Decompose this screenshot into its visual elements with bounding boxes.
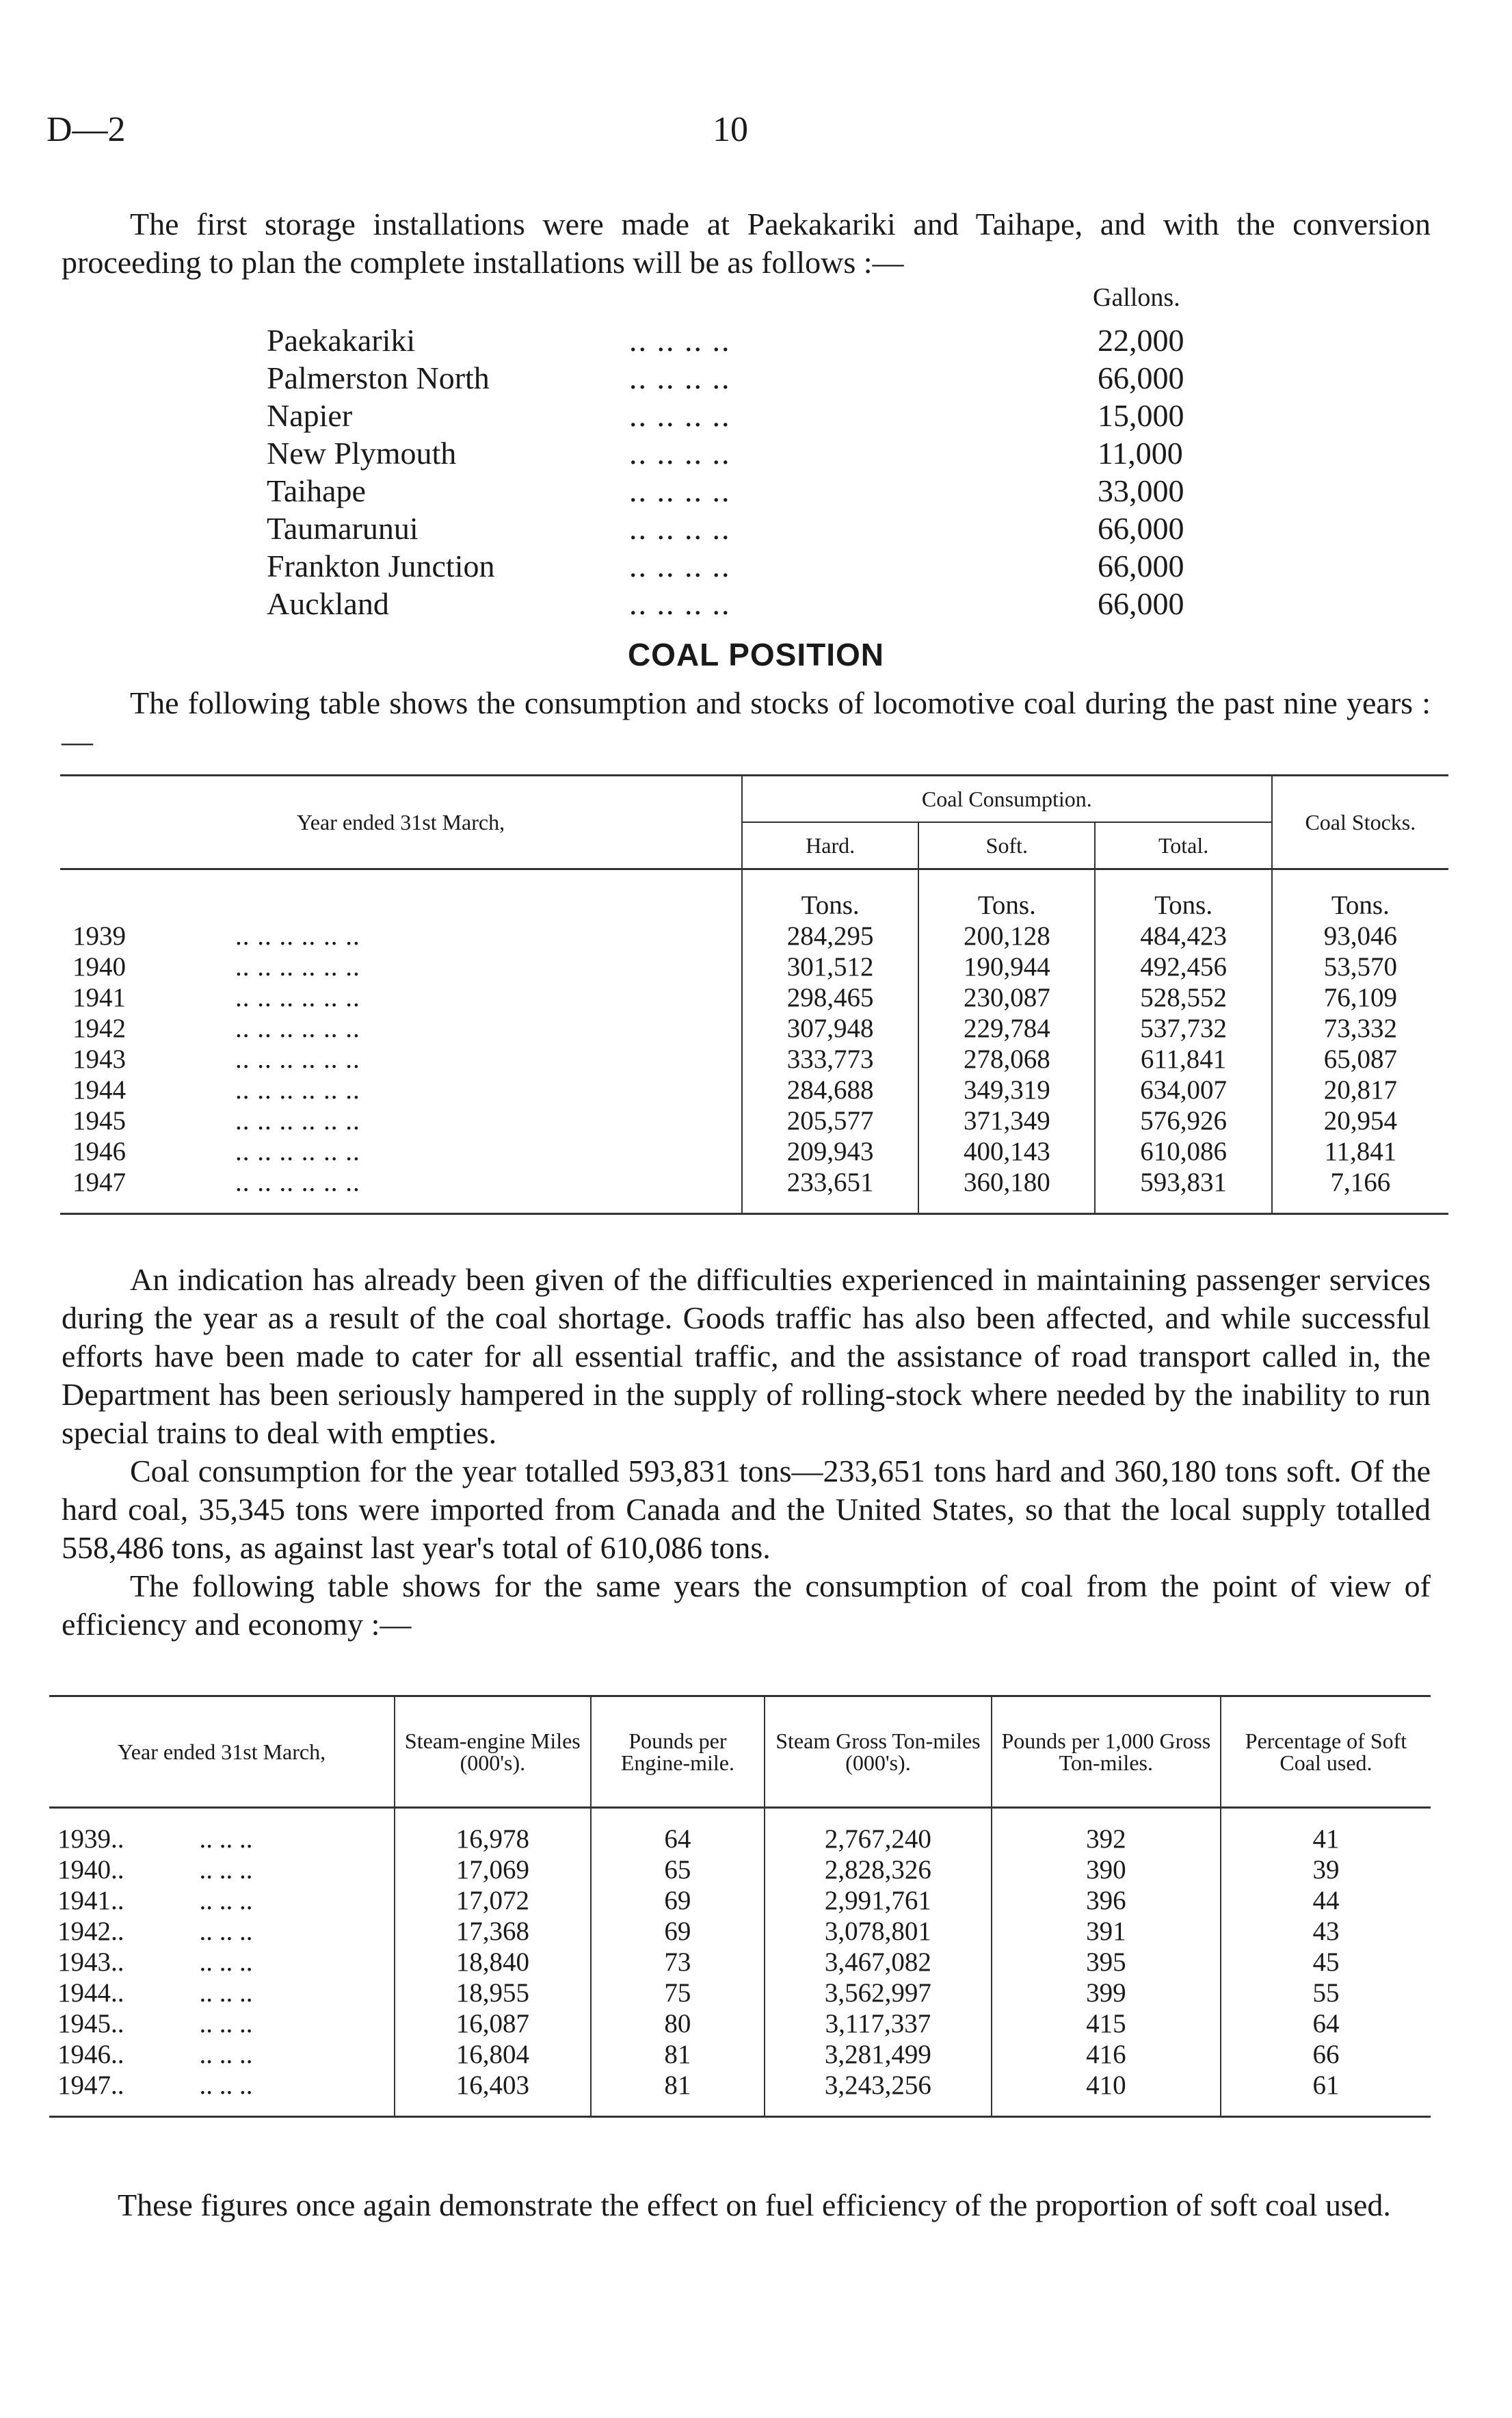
- cell-stocks: 11,841: [1272, 1136, 1448, 1167]
- col-header-steam-engine-miles: Steam-engine Miles (000's).: [395, 1696, 591, 1808]
- row-year: 1939 .. .. .. .. .. ..: [72, 921, 360, 951]
- leader-dots: .. .. .. ..: [629, 511, 731, 546]
- leader-dots: .. .. .. .. .. ..: [235, 1168, 360, 1197]
- storage-gallons: 66,000: [1098, 586, 1184, 621]
- efficiency-table: [49, 1695, 1431, 2118]
- leader-dots: .. .. .. .. .. ..: [235, 1044, 360, 1074]
- body-paragraph-2: Coal consumption for the year totalled 593,831 tons—233,651 tons hard and 360,180 tons soft. Of the hard coal, 35,345 tons were imported from Canada and the United States, so that the local supply totalled 558,486 tons, as against last year's total of 610,086 tons.: [62, 1454, 1431, 1565]
- storage-row: [267, 547, 1224, 585]
- cell-pounds: 65: [591, 1854, 765, 1885]
- cell-soft: 200,128: [918, 921, 1095, 951]
- storage-place: Paekakariki: [267, 323, 416, 358]
- leader-dots: .. .. .. ..: [629, 549, 731, 583]
- row-year: 1947.. .. .. ..: [57, 2071, 253, 2100]
- cell-total: 528,552: [1095, 982, 1271, 1013]
- cell-soft_pct: 44: [1221, 1885, 1431, 1916]
- cell-soft_pct: 43: [1221, 1916, 1431, 1947]
- cell-soft: 230,087: [918, 982, 1095, 1013]
- table-row: [49, 1824, 1431, 1854]
- table-row: [49, 1916, 1431, 1947]
- table-spacer: [60, 1198, 1448, 1214]
- cell-miles: 17,072: [395, 1885, 591, 1916]
- cell-hard: 233,651: [742, 1167, 918, 1198]
- storage-place: New Plymouth: [267, 436, 457, 471]
- table-row: [60, 982, 1448, 1013]
- body-paragraphs: [62, 1261, 1431, 1644]
- leader-dots: .. .. .. .. .. ..: [235, 921, 360, 951]
- storage-gallons: 22,000: [1098, 323, 1184, 358]
- leader-dots: .. .. .. ..: [629, 323, 731, 358]
- table-row: [49, 1885, 1431, 1916]
- table-row: [49, 1977, 1431, 2008]
- table-row: [60, 1075, 1448, 1105]
- storage-gallons: 33,000: [1098, 473, 1184, 508]
- cell-soft_pct: 64: [1221, 2008, 1431, 2039]
- cell-ppt: 415: [992, 2008, 1221, 2039]
- body-paragraph-3: The following table shows for the same years the consumption of coal from the point of view of efficiency and economy :—: [62, 1568, 1431, 1642]
- cell-miles: 18,840: [395, 1947, 591, 1977]
- storage-row: [267, 434, 1224, 472]
- cell-miles: 17,368: [395, 1916, 591, 1947]
- table-row: [60, 921, 1448, 951]
- leader-dots: .. .. .. ..: [629, 398, 731, 433]
- cell-pounds: 73: [591, 1947, 765, 1977]
- cell-tonmiles: 3,243,256: [765, 2070, 992, 2101]
- table-row: [49, 2070, 1431, 2101]
- cell-total: 593,831: [1095, 1167, 1271, 1198]
- table-row: [60, 1167, 1448, 1198]
- unit-label: Tons.: [742, 885, 918, 921]
- cell-ppt: 410: [992, 2070, 1221, 2101]
- cell-soft: 190,944: [918, 951, 1095, 982]
- document-code: D—2: [47, 110, 126, 149]
- leader-dots: .. .. .. ..: [629, 436, 731, 471]
- body-paragraph-1: An indication has already been given of the difficulties experienced in maintaining passenger services during the year as a result of the coal shortage. Goods traffic has also been affected, and while successful efforts have been made to cater for all essential traffic, and the assistance of road transport called in, the Department has been seriously hampered in the supply of rolling-stock where needed by the inability to run special trains to deal with empties.: [62, 1262, 1431, 1450]
- cell-ppt: 396: [992, 1885, 1221, 1916]
- cell-miles: 16,978: [395, 1824, 591, 1854]
- row-year: 1943 .. .. .. .. .. ..: [72, 1044, 360, 1074]
- coal-intro-paragraph: [62, 684, 1431, 761]
- leader-dots: .. .. .. .. .. ..: [235, 983, 360, 1012]
- row-year: 1947 .. .. .. .. .. ..: [72, 1168, 360, 1197]
- row-year: 1946.. .. .. ..: [57, 2040, 253, 2069]
- cell-tonmiles: 2,991,761: [765, 1885, 992, 1916]
- cell-hard: 209,943: [742, 1136, 918, 1167]
- page-number: 10: [713, 110, 748, 149]
- storage-gallons: 15,000: [1098, 398, 1184, 433]
- storage-place: Palmerston North: [267, 360, 490, 395]
- col-header-year: Year ended 31st March,: [60, 776, 742, 869]
- leader-dots: .. .. ..: [199, 2071, 253, 2100]
- leader-dots: .. .. ..: [199, 1978, 253, 2008]
- leader-dots: .. .. ..: [199, 1947, 253, 1977]
- table-row: [49, 1854, 1431, 1885]
- row-year: 1942.. .. .. ..: [57, 1917, 253, 1946]
- cell-pounds: 69: [591, 1916, 765, 1947]
- cell-tonmiles: 3,078,801: [765, 1916, 992, 1947]
- table-row: [60, 951, 1448, 982]
- cell-tonmiles: 3,467,082: [765, 1947, 992, 1977]
- table-row: [49, 2008, 1431, 2039]
- cell-tonmiles: 3,562,997: [765, 1977, 992, 2008]
- table-row: [60, 1105, 1448, 1136]
- row-year: 1945 .. .. .. .. .. ..: [72, 1106, 360, 1135]
- cell-hard: 333,773: [742, 1044, 918, 1075]
- cell-miles: 17,069: [395, 1854, 591, 1885]
- cell-miles: 16,087: [395, 2008, 591, 2039]
- cell-ppt: 395: [992, 1947, 1221, 1977]
- table-row: [60, 1044, 1448, 1075]
- cell-soft_pct: 45: [1221, 1947, 1431, 1977]
- table-row: [49, 1947, 1431, 1977]
- leader-dots: .. .. .. .. .. ..: [235, 1137, 360, 1166]
- table-row: [60, 1013, 1448, 1044]
- storage-place: Frankton Junction: [267, 549, 495, 583]
- cell-soft: 360,180: [918, 1167, 1095, 1198]
- storage-list: [267, 283, 1224, 622]
- cell-ppt: 399: [992, 1977, 1221, 2008]
- cell-stocks: 20,817: [1272, 1075, 1448, 1105]
- row-year: 1940.. .. .. ..: [57, 1855, 253, 1884]
- storage-place: Taihape: [267, 473, 366, 508]
- table-spacer: [49, 2101, 1431, 2117]
- col-header-coal-consumption: Coal Consumption.: [742, 776, 1272, 823]
- col-header-pounds-per-engine-mile: Pounds per Engine-mile.: [591, 1696, 765, 1808]
- cell-soft: 278,068: [918, 1044, 1095, 1075]
- cell-ppt: 416: [992, 2039, 1221, 2070]
- col-header-coal-stocks: Coal Stocks.: [1272, 776, 1448, 869]
- storage-row: [267, 397, 1224, 434]
- storage-row: [267, 585, 1224, 622]
- storage-gallons: 66,000: [1098, 511, 1184, 546]
- cell-stocks: 53,570: [1272, 951, 1448, 982]
- table-row: [60, 1136, 1448, 1167]
- col-header-hard: Hard.: [742, 822, 918, 869]
- cell-tonmiles: 3,117,337: [765, 2008, 992, 2039]
- unit-label: Tons.: [1095, 885, 1271, 921]
- intro-paragraph: [62, 205, 1431, 282]
- cell-soft: 400,143: [918, 1136, 1095, 1167]
- cell-miles: 16,403: [395, 2070, 591, 2101]
- section-title-coal-position: COAL POSITION: [627, 637, 885, 672]
- cell-soft_pct: 61: [1221, 2070, 1431, 2101]
- cell-miles: 16,804: [395, 2039, 591, 2070]
- cell-pounds: 64: [591, 1824, 765, 1854]
- closing-paragraph: [49, 2186, 1431, 2224]
- row-year: 1946 .. .. .. .. .. ..: [72, 1137, 360, 1166]
- storage-gallons: 66,000: [1098, 360, 1184, 395]
- col-header-percentage-soft-coal: Percentage of Soft Coal used.: [1221, 1696, 1431, 1808]
- cell-miles: 18,955: [395, 1977, 591, 2008]
- cell-hard: 284,688: [742, 1075, 918, 1105]
- leader-dots: .. .. .. .. .. ..: [235, 952, 360, 982]
- cell-stocks: 7,166: [1272, 1167, 1448, 1198]
- cell-stocks: 65,087: [1272, 1044, 1448, 1075]
- leader-dots: .. .. .. .. .. ..: [235, 1014, 360, 1043]
- unit-label: Tons.: [918, 885, 1095, 921]
- row-year: 1943.. .. .. ..: [57, 1947, 253, 1977]
- cell-total: 576,926: [1095, 1105, 1271, 1136]
- storage-place: Napier: [267, 398, 353, 433]
- cell-soft_pct: 66: [1221, 2039, 1431, 2070]
- storage-unit-label: Gallons.: [1093, 283, 1180, 312]
- leader-dots: .. .. ..: [199, 1855, 253, 1884]
- col-header-pounds-per-1000-ton-miles: Pounds per 1,000 Gross Ton-miles.: [992, 1696, 1221, 1808]
- leader-dots: .. .. ..: [199, 1917, 253, 1946]
- unit-label: Tons.: [1272, 885, 1448, 921]
- cell-hard: 298,465: [742, 982, 918, 1013]
- leader-dots: .. .. .. .. .. ..: [235, 1106, 360, 1135]
- row-year: 1940 .. .. .. .. .. ..: [72, 952, 360, 982]
- cell-hard: 205,577: [742, 1105, 918, 1136]
- cell-soft_pct: 39: [1221, 1854, 1431, 1885]
- storage-place: Auckland: [267, 586, 389, 621]
- closing-text: These figures once again demonstrate the effect on fuel efficiency of the proportion of soft coal used.: [118, 2187, 1391, 2222]
- cell-soft: 229,784: [918, 1013, 1095, 1044]
- row-year: 1939.. .. .. ..: [57, 1824, 253, 1854]
- storage-gallons: 11,000: [1098, 436, 1183, 471]
- leader-dots: .. .. .. .. .. ..: [235, 1075, 360, 1105]
- coal-consumption-table: [60, 774, 1448, 1215]
- coal-intro-text: The following table shows the consumption and stocks of locomotive coal during the past nine years :—: [62, 685, 1431, 759]
- col-header-soft: Soft.: [918, 822, 1095, 869]
- cell-soft_pct: 41: [1221, 1824, 1431, 1854]
- storage-row: [267, 359, 1224, 397]
- leader-dots: .. .. .. ..: [629, 473, 731, 508]
- leader-dots: .. .. ..: [199, 2040, 253, 2069]
- cell-stocks: 93,046: [1272, 921, 1448, 951]
- row-year: 1942 .. .. .. .. .. ..: [72, 1014, 360, 1043]
- intro-text: The first storage installations were made at Paekakariki and Taihape, and with the conversion proceeding to plan the complete installations will be as follows :—: [62, 207, 1431, 280]
- cell-soft: 349,319: [918, 1075, 1095, 1105]
- cell-total: 537,732: [1095, 1013, 1271, 1044]
- leader-dots: .. .. ..: [199, 1824, 253, 1854]
- storage-row: [267, 472, 1224, 510]
- cell-ppt: 392: [992, 1824, 1221, 1854]
- cell-pounds: 81: [591, 2070, 765, 2101]
- row-year: 1944.. .. .. ..: [57, 1978, 253, 2008]
- cell-stocks: 76,109: [1272, 982, 1448, 1013]
- storage-row: [267, 321, 1224, 359]
- row-year: 1941 .. .. .. .. .. ..: [72, 983, 360, 1012]
- cell-pounds: 69: [591, 1885, 765, 1916]
- row-year: 1945.. .. .. ..: [57, 2009, 253, 2038]
- table-row: [49, 2039, 1431, 2070]
- cell-tonmiles: 2,828,326: [765, 1854, 992, 1885]
- cell-tonmiles: 3,281,499: [765, 2039, 992, 2070]
- cell-soft: 371,349: [918, 1105, 1095, 1136]
- cell-hard: 307,948: [742, 1013, 918, 1044]
- cell-hard: 284,295: [742, 921, 918, 951]
- row-year: 1944 .. .. .. .. .. ..: [72, 1075, 360, 1105]
- storage-place: Taumarunui: [267, 511, 419, 546]
- leader-dots: .. .. .. ..: [629, 586, 731, 621]
- col-header-total: Total.: [1095, 822, 1271, 869]
- cell-total: 610,086: [1095, 1136, 1271, 1167]
- leader-dots: .. .. .. ..: [629, 360, 731, 395]
- cell-ppt: 390: [992, 1854, 1221, 1885]
- cell-ppt: 391: [992, 1916, 1221, 1947]
- leader-dots: .. .. ..: [199, 1886, 253, 1915]
- storage-row: [267, 510, 1224, 547]
- cell-soft_pct: 55: [1221, 1977, 1431, 2008]
- cell-total: 634,007: [1095, 1075, 1271, 1105]
- cell-total: 492,456: [1095, 951, 1271, 982]
- units-row: [60, 885, 1448, 921]
- cell-pounds: 80: [591, 2008, 765, 2039]
- storage-gallons: 66,000: [1098, 549, 1184, 583]
- cell-stocks: 20,954: [1272, 1105, 1448, 1136]
- leader-dots: .. .. ..: [199, 2009, 253, 2038]
- cell-pounds: 81: [591, 2039, 765, 2070]
- col-header-year: Year ended 31st March,: [49, 1696, 395, 1808]
- col-header-steam-gross-ton-miles: Steam Gross Ton-miles (000's).: [765, 1696, 992, 1808]
- cell-tonmiles: 2,767,240: [765, 1824, 992, 1854]
- cell-total: 484,423: [1095, 921, 1271, 951]
- cell-hard: 301,512: [742, 951, 918, 982]
- cell-total: 611,841: [1095, 1044, 1271, 1075]
- row-year: 1941.. .. .. ..: [57, 1886, 253, 1915]
- cell-stocks: 73,332: [1272, 1013, 1448, 1044]
- cell-pounds: 75: [591, 1977, 765, 2008]
